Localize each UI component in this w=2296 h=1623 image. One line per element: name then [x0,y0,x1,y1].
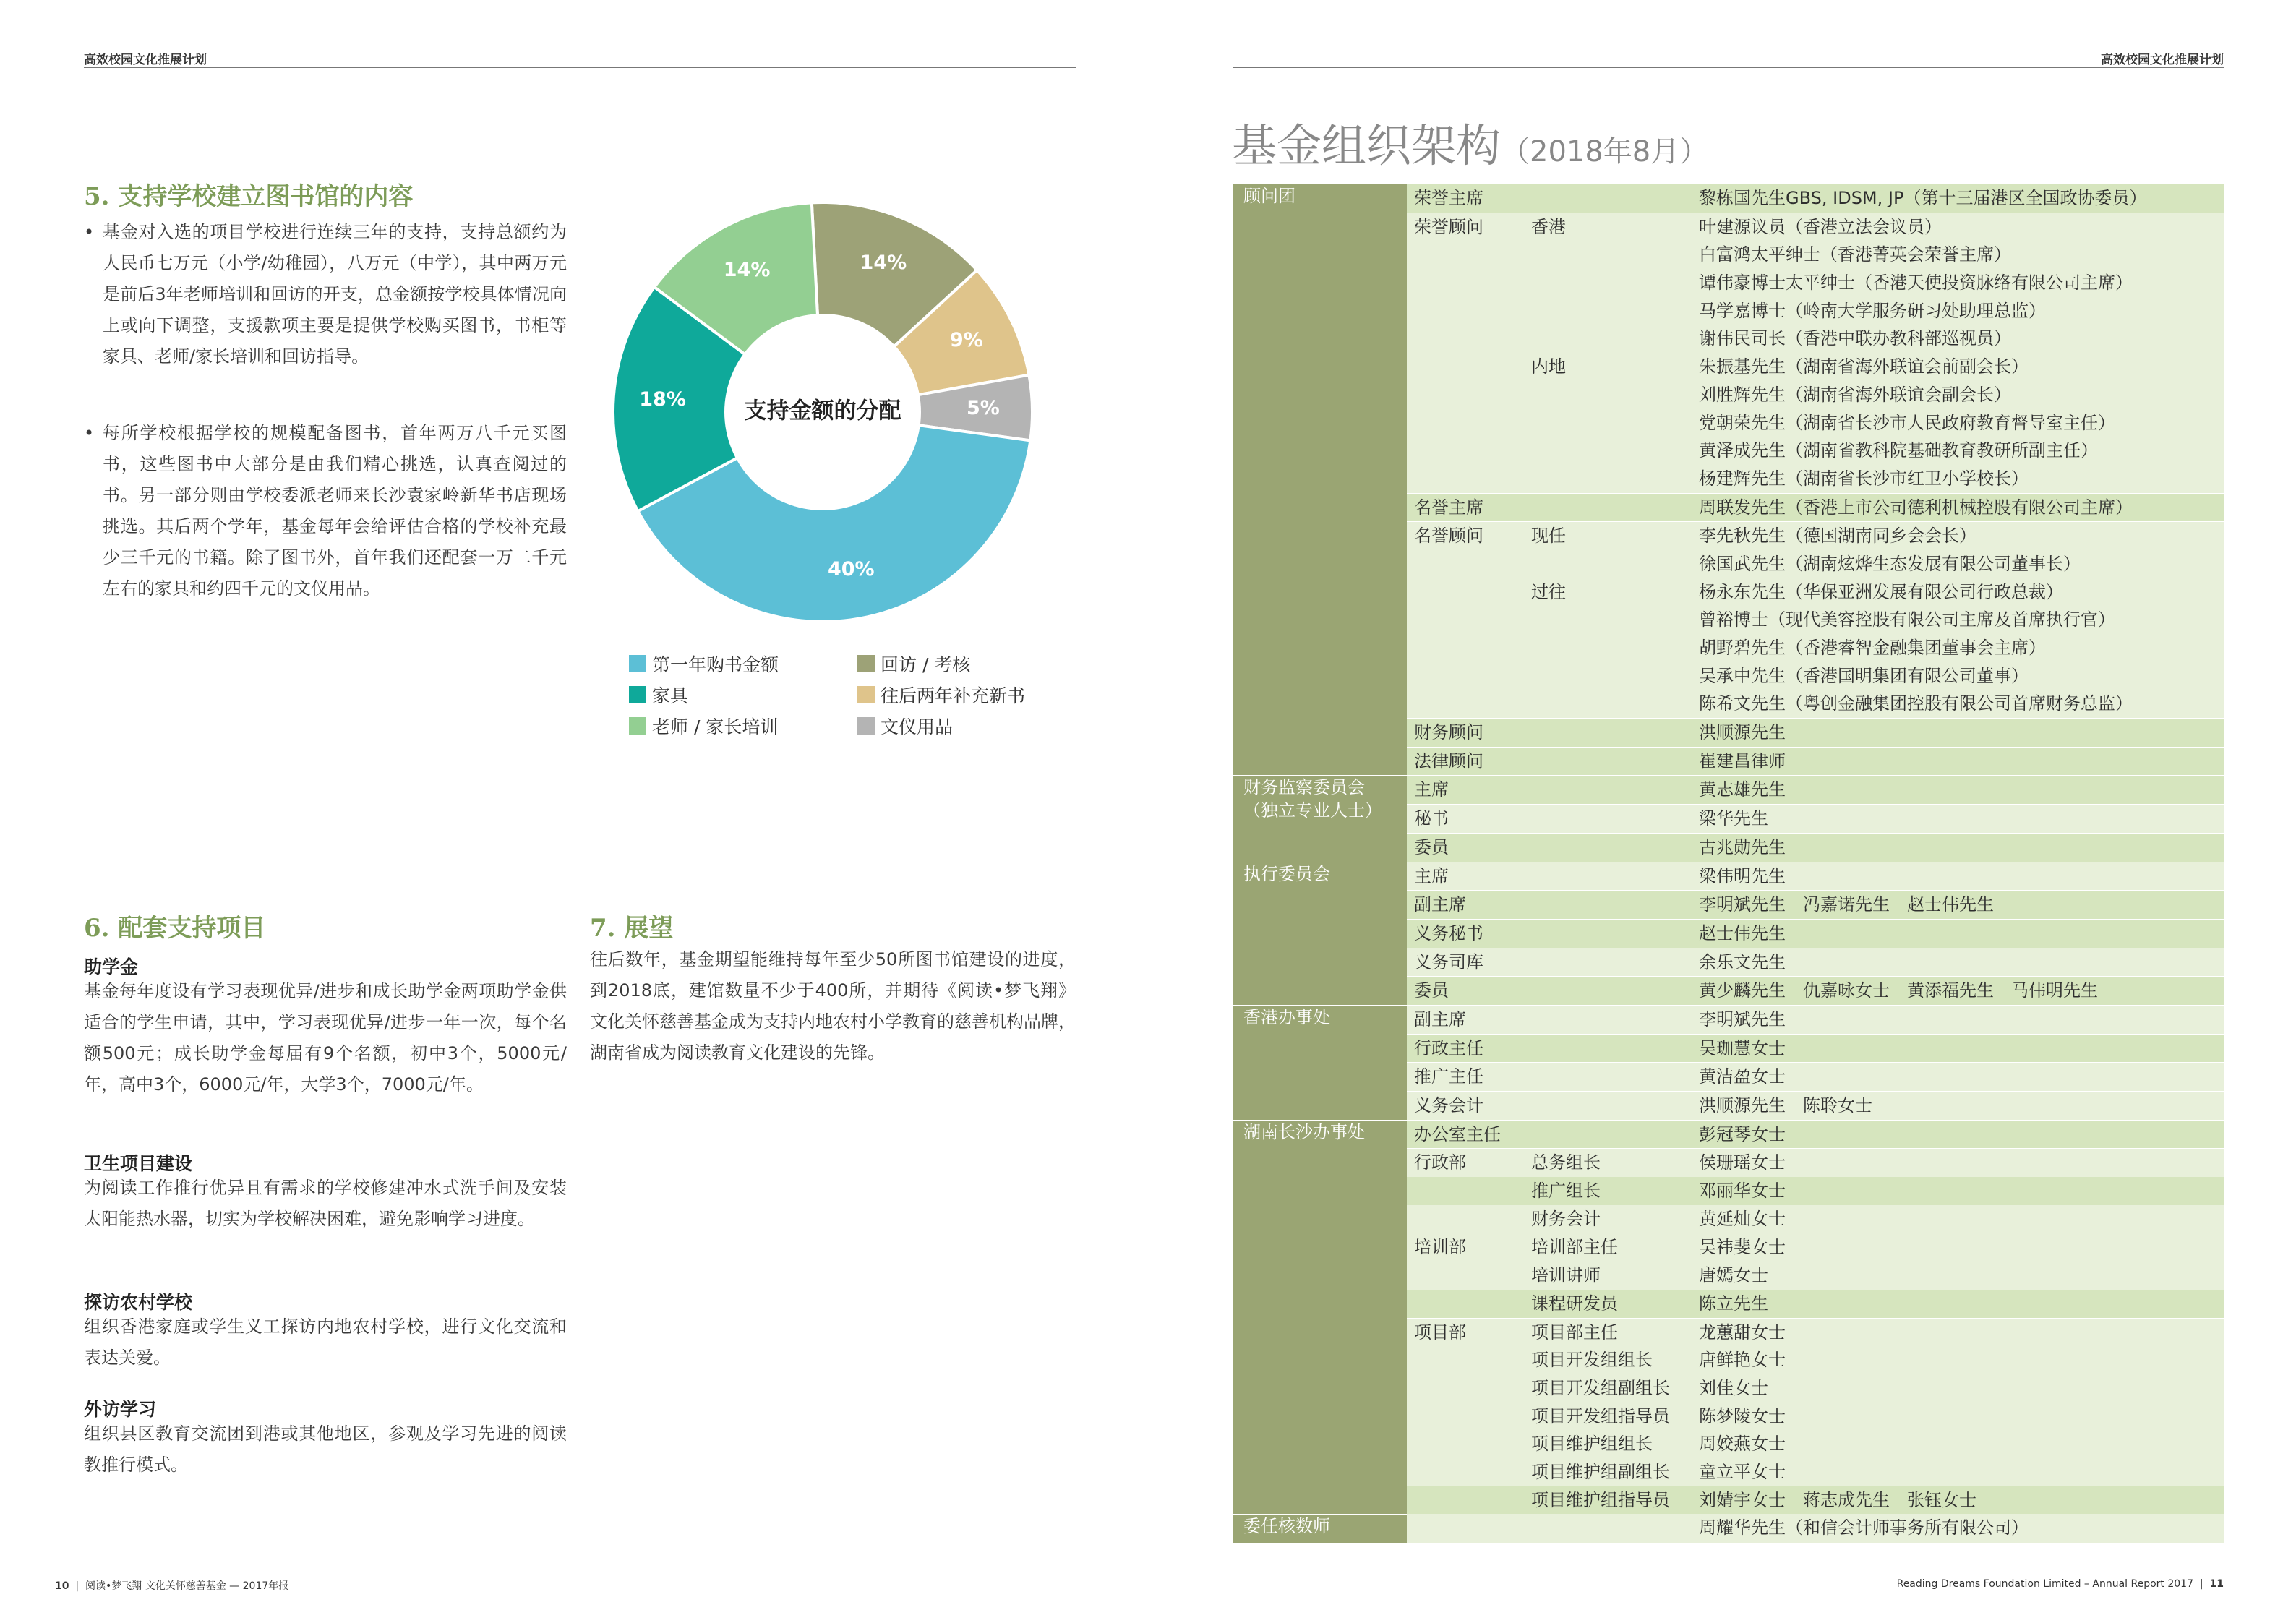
org-person: 杨永东先生（华保亚洲发展有限公司行政总裁） [1692,578,2224,607]
org-group-name [1233,776,1407,862]
org-role [1407,409,1524,437]
org-role [1407,1290,1524,1318]
org-person: 崔建昌律师 [1692,747,2224,776]
org-subrole [1524,269,1692,297]
section-5-title: 5. 支持学校建立图书馆的内容 [84,182,414,211]
org-subrole [1524,891,1692,920]
legend-swatch [629,686,646,703]
org-subrole: 培训部主任 [1524,1233,1692,1262]
org-person: 梁伟明先生 [1692,862,2224,891]
org-subrole [1524,862,1692,891]
org-subrole [1524,1120,1692,1149]
section-6-item-4-text: 组织县区教育交流团到港或其他地区，参观及学习先进的阅读教推行模式。 [84,1423,567,1475]
org-subrole [1524,948,1692,977]
page-number: 10 [55,1580,69,1592]
org-subrole [1524,1034,1692,1063]
org-person: 刘婧宇女士 蒋志成先生 张钰女士 [1692,1486,2224,1515]
org-row [1233,1120,2224,1149]
org-person: 刘胜辉先生（湖南省海外联谊会副会长） [1692,381,2224,409]
org-subrole [1524,919,1692,948]
org-subrole [1524,184,1692,213]
org-role [1407,662,1524,690]
org-subrole: 项目维护组副组长 [1524,1458,1692,1486]
footer-text: 阅读•梦飞翔 文化关怀慈善基金 — 2017年报 [85,1580,289,1592]
legend-label: 家具 [652,685,689,706]
org-person: 周联发先生（香港上市公司德利机械控股有限公司主席） [1692,493,2224,522]
org-role [1407,1346,1524,1374]
legend-swatch [629,655,646,672]
org-role [1407,634,1524,662]
org-subrole [1524,465,1692,493]
org-subrole [1524,437,1692,465]
org-person: 唐嫣女士 [1692,1262,2224,1290]
org-role [1407,1262,1524,1290]
org-chart-title [1232,110,1708,174]
org-group-name [1233,184,1407,776]
legend-swatch [857,686,875,703]
footer-left [55,1578,288,1593]
org-role: 秘书 [1407,805,1524,834]
slice-value-label: 5% [967,396,1000,419]
org-role: 名誉顾问 [1407,522,1524,550]
legend-item [629,651,779,677]
org-role: 法律顾问 [1407,747,1524,776]
org-group-label: 香港办事处 [1243,1006,1330,1027]
org-role: 荣誉顾问 [1407,213,1524,241]
section-6-title: 6. 配套支持项目 [84,914,266,943]
legend-item [629,713,778,739]
org-role [1407,606,1524,634]
org-role [1407,1514,1524,1543]
org-role: 行政主任 [1407,1034,1524,1063]
org-person: 吴珈慧女士 [1692,1034,2224,1063]
org-row [1233,1514,2224,1543]
org-role [1407,690,1524,718]
org-subrole [1524,550,1692,578]
org-role: 义务司库 [1407,948,1524,977]
org-structure-table [1233,184,2224,1543]
org-person: 胡野碧先生（香港睿智金融集团董事会主席） [1692,634,2224,662]
org-role: 项目部 [1407,1318,1524,1346]
org-role: 办公室主任 [1407,1120,1524,1149]
org-role [1407,325,1524,353]
org-person: 龙蕙甜女士 [1692,1318,2224,1346]
org-subrole [1524,325,1692,353]
org-role: 财务顾问 [1407,719,1524,748]
org-group-name [1233,1120,1407,1514]
org-row [1233,1005,2224,1034]
org-subrole: 项目开发组副组长 [1524,1374,1692,1403]
org-subrole [1524,1005,1692,1034]
org-row [1233,776,2224,805]
footer-text: Reading Dreams Foundation Limited – Annual Report 2017 [1896,1578,2193,1590]
org-subrole: 项目维护组组长 [1524,1430,1692,1458]
legend-item [857,651,970,677]
chart-title: 支持金额的分配 [744,398,901,424]
org-role: 培训部 [1407,1233,1524,1262]
org-role [1407,1403,1524,1431]
org-subrole [1524,690,1692,718]
bullet-dot: • [84,423,95,443]
org-role: 主席 [1407,862,1524,891]
org-subrole: 香港 [1524,213,1692,241]
legend-label: 回访 / 考核 [881,654,971,675]
org-person: 陈梦陵女士 [1692,1403,2224,1431]
org-person: 梁华先生 [1692,805,2224,834]
org-group-label: 委任核数师 [1243,1515,1330,1536]
legend-label: 第一年购书金额 [652,654,779,675]
donut-chart [606,195,1040,629]
section-6-item-1-heading: 助学金 [84,956,139,977]
org-subrole: 现任 [1524,522,1692,550]
running-head: 高效校园文化推展计划 [2101,53,2224,67]
org-person: 陈立先生 [1692,1290,2224,1318]
running-head: 高效校园文化推展计划 [84,53,207,67]
org-person: 洪顺源先生 陈聆女士 [1692,1092,2224,1121]
org-subrole [1524,805,1692,834]
section-5-bullet-1 [84,217,567,372]
org-subrole [1524,833,1692,862]
org-person: 朱振基先生（湖南省海外联谊会前副会长） [1692,353,2224,381]
footer-divider: | [72,1580,82,1592]
org-person: 侯珊瑶女士 [1692,1149,2224,1177]
org-group-label: 执行委员会 [1243,863,1330,884]
org-subrole: 项目开发组组长 [1524,1346,1692,1374]
legend-swatch [629,717,646,735]
org-person: 马学嘉博士（岭南大学服务研习处助理总监） [1692,297,2224,325]
org-role: 委员 [1407,977,1524,1006]
org-subrole [1524,409,1692,437]
org-role [1407,1458,1524,1486]
org-group-name [1233,1005,1407,1120]
org-role: 名誉主席 [1407,493,1524,522]
page-number: 11 [2209,1578,2224,1590]
org-role [1407,269,1524,297]
legend-item [857,713,953,739]
org-person: 吴承中先生（香港国明集团有限公司董事） [1692,662,2224,690]
footer-divider: | [2196,1578,2207,1590]
org-subrole [1524,747,1692,776]
org-person: 唐鲜艳女士 [1692,1346,2224,1374]
section-6-item-4-heading: 外访学习 [84,1399,157,1420]
org-subrole [1524,662,1692,690]
org-group-name [1233,862,1407,1005]
org-subrole [1524,977,1692,1006]
org-group-label: 财务监察委员会 [1243,777,1365,798]
org-role: 荣誉主席 [1407,184,1524,213]
org-person: 杨建辉先生（湖南省长沙市红卫小学校长） [1692,465,2224,493]
org-subrole [1524,1063,1692,1092]
org-person: 周耀华先生（和信会计师事务所有限公司） [1692,1514,2224,1543]
org-person: 吴祎斐女士 [1692,1233,2224,1262]
org-subrole [1524,776,1692,805]
org-group-label: （独立专业人士） [1243,800,1382,821]
org-person: 黎栋国先生GBS, IDSM, JP（第十三届港区全国政协委员） [1692,184,2224,213]
org-person: 黄延灿女士 [1692,1205,2224,1233]
org-subrole: 项目部主任 [1524,1318,1692,1346]
org-subrole [1524,1092,1692,1121]
header-rule [84,67,1076,68]
org-subrole [1524,1514,1692,1543]
org-role: 副主席 [1407,1005,1524,1034]
org-role [1407,241,1524,269]
legend-label: 往后两年补充新书 [881,685,1026,706]
org-group-label: 顾问团 [1243,185,1295,206]
org-role: 委员 [1407,833,1524,862]
org-role [1407,1177,1524,1205]
bullet-dot: • [84,222,95,242]
org-subrole: 财务会计 [1524,1205,1692,1233]
org-subrole [1524,381,1692,409]
section-6-item-1-text: 基金每年度设有学习表现优异/进步和成长助学金两项助学金供适合的学生申请，其中，学习表现优异/进步一年一次，每个名额500元；成长助学金每届有9个名额，初中3个，5000元/年，高中3个，6000元/年，大学3个，7000元/年。 [84,981,567,1095]
org-person: 叶建源议员（香港立法会议员） [1692,213,2224,241]
org-person: 李先秋先生（德国湖南同乡会会长） [1692,522,2224,550]
bullet-text: 每所学校根据学校的规模配备图书，首年两万八千元买图书，这些图书中大部分是由我们精心挑选，认真查阅过的书。另一部分则由学校委派老师来长沙袁家岭新华书店现场挑选。其后两个学年，基金每年会给评估合格的学校补充最少三千元的书籍。除了图书外，首年我们还配套一万二千元左右的家具和约四千元的文仪用品。 [103,423,567,599]
org-subrole [1524,606,1692,634]
section-6-item-2-heading: 卫生项目建设 [84,1153,193,1174]
right-page [1148,0,2296,1623]
section-6-item-3-heading: 探访农村学校 [84,1292,193,1313]
org-role [1407,353,1524,381]
org-role [1407,578,1524,607]
org-title-date: （2018年8月） [1501,135,1709,168]
bullet-text: 基金对入选的项目学校进行连续三年的支持，支持总额约为人民币七万元（小学/幼稚园），八万元（中学），其中两万元是前后3年老师培训和回访的开支，总金额按学校具体情况向上或向下调整，支援款项主要是提供学校购买图书，书柜等家具、老师/家长培训和回访指导。 [103,222,567,367]
org-role [1407,437,1524,465]
org-subrole: 推广组长 [1524,1177,1692,1205]
org-person: 李明斌先生 冯嘉诺先生 赵士伟先生 [1692,891,2224,920]
header-rule [1233,67,2224,68]
org-person: 黄洁盈女士 [1692,1063,2224,1092]
org-role: 主席 [1407,776,1524,805]
org-role: 义务会计 [1407,1092,1524,1121]
org-person: 周姣燕女士 [1692,1430,2224,1458]
org-row [1233,184,2224,213]
org-subrole [1524,719,1692,748]
org-subrole [1524,634,1692,662]
org-role [1407,1205,1524,1233]
org-role [1407,465,1524,493]
org-subrole: 过往 [1524,578,1692,607]
org-role: 副主席 [1407,891,1524,920]
org-person: 黄志雄先生 [1692,776,2224,805]
slice-value-label: 14% [860,251,907,274]
org-person: 洪顺源先生 [1692,719,2224,748]
org-subrole: 项目开发组指导员 [1524,1403,1692,1431]
org-person: 谢伟民司长（香港中联办教科部巡视员） [1692,325,2224,353]
org-person: 邓丽华女士 [1692,1177,2224,1205]
org-role [1407,381,1524,409]
org-person: 赵士伟先生 [1692,919,2224,948]
legend-label: 文仪用品 [881,716,954,737]
section-6-item-3-text: 组织香港家庭或学生义工探访内地农村学校，进行文化交流和表达关爱。 [84,1316,567,1368]
org-role [1407,1374,1524,1403]
org-subrole [1524,493,1692,522]
org-title-text: 基金组织架构 [1232,119,1502,172]
section-6-item-2-text: 为阅读工作推行优异且有需求的学校修建冲水式洗手间及安装太阳能热水器，切实为学校解决困难，避免影响学习进度。 [84,1178,567,1229]
org-subrole: 培训讲师 [1524,1262,1692,1290]
org-role: 行政部 [1407,1149,1524,1177]
org-person: 黄泽成先生（湖南省教科院基础教育教研所副主任） [1692,437,2224,465]
org-person: 曾裕博士（现代美容控股有限公司主席及首席执行官） [1692,606,2224,634]
org-person: 党朝荣先生（湖南省长沙市人民政府教育督导室主任） [1692,409,2224,437]
org-role [1407,297,1524,325]
org-person: 黄少麟先生 仇嘉咏女士 黄添福先生 马伟明先生 [1692,977,2224,1006]
org-person: 刘佳女士 [1692,1374,2224,1403]
org-group-label: 湖南长沙办事处 [1243,1121,1365,1142]
org-subrole: 总务组长 [1524,1149,1692,1177]
org-group-name [1233,1514,1407,1543]
org-person: 谭伟豪博士太平绅士（香港天使投资脉络有限公司主席） [1692,269,2224,297]
org-role [1407,1486,1524,1515]
section-5-bullet-2 [84,418,567,604]
org-subrole [1524,241,1692,269]
legend-item [857,682,1025,708]
org-person: 李明斌先生 [1692,1005,2224,1034]
org-role [1407,550,1524,578]
org-subrole [1524,297,1692,325]
legend-item [629,682,688,708]
org-person: 白富鸿太平绅士（香港菁英会荣誉主席） [1692,241,2224,269]
legend-swatch [857,655,875,672]
slice-value-label: 40% [827,557,875,581]
footer-right [1897,1578,2224,1590]
slice-value-label: 9% [949,328,983,351]
org-person: 古兆勋先生 [1692,833,2224,862]
org-person: 陈希文先生（粤创金融集团控股有限公司首席财务总监） [1692,690,2224,718]
slice-value-label: 14% [723,258,771,281]
org-role: 义务秘书 [1407,919,1524,948]
org-subrole: 项目维护组指导员 [1524,1486,1692,1515]
section-7-text: 往后数年，基金期望能维持每年至少50所图书馆建设的进度，到2018底，建馆数量不少于400所，并期待《阅读•梦飞翔》文化关怀慈善基金成为支持内地农村小学教育的慈善机构品牌，湖南省成为阅读教育文化建设的先锋。 [590,949,1076,1063]
legend-swatch [857,717,875,735]
org-subrole: 内地 [1524,353,1692,381]
slice-value-label: 18% [639,388,686,411]
org-role [1407,1430,1524,1458]
org-subrole: 课程研发员 [1524,1290,1692,1318]
org-row [1233,862,2224,891]
org-person: 徐国武先生（湖南炫烨生态发展有限公司董事长） [1692,550,2224,578]
legend-label: 老师 / 家长培训 [652,716,779,737]
org-person: 彭冠琴女士 [1692,1120,2224,1149]
section-7-title: 7. 展望 [590,914,674,943]
org-person: 余乐文先生 [1692,948,2224,977]
org-person: 童立平女士 [1692,1458,2224,1486]
org-role: 推广主任 [1407,1063,1524,1092]
